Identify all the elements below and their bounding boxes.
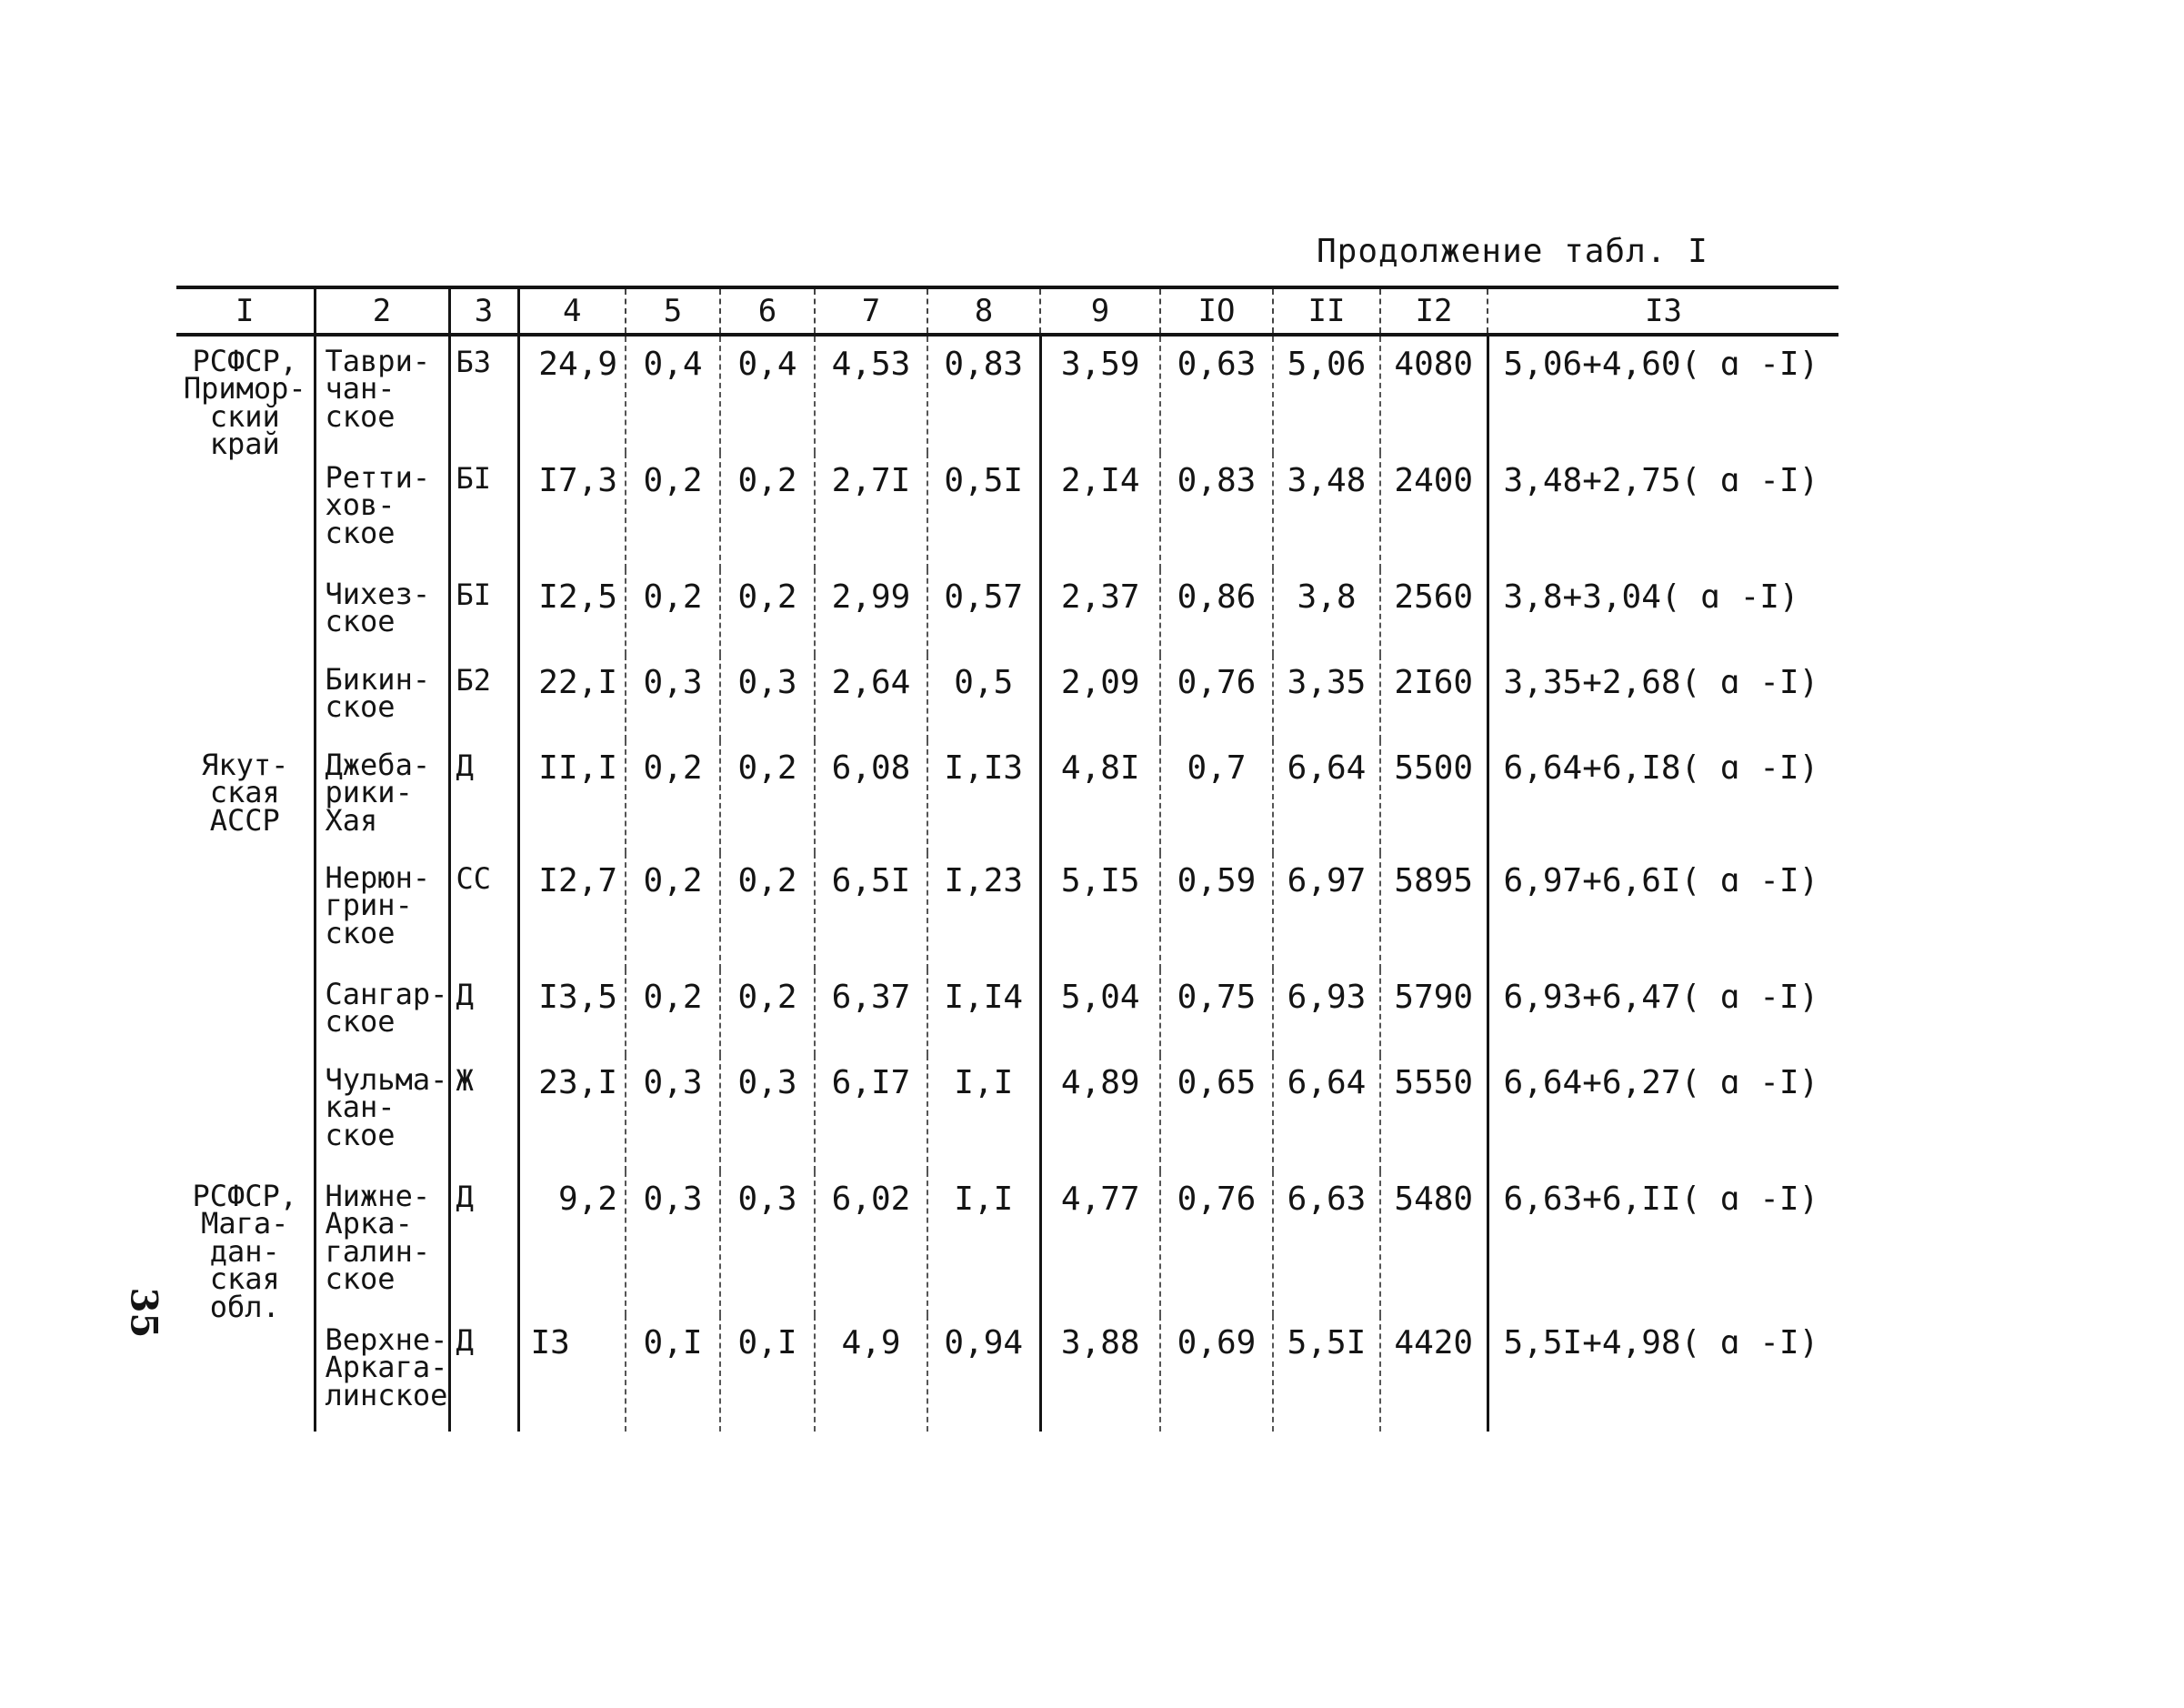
column-header: 6 bbox=[720, 287, 815, 335]
table-row bbox=[176, 655, 1838, 740]
value-cell: 0,94 bbox=[927, 1315, 1040, 1432]
value-cell: 0,69 bbox=[1160, 1315, 1273, 1432]
deposit-name-cell: Верхне- Аркага- линское bbox=[315, 1315, 449, 1432]
value-cell: 6,97 bbox=[1273, 853, 1380, 970]
value-cell: 0,2 bbox=[626, 453, 720, 569]
column-header: I2 bbox=[1380, 287, 1488, 335]
value-cell: 2,I4 bbox=[1040, 453, 1160, 569]
value-cell: 3,59 bbox=[1040, 335, 1160, 453]
formula-cell: 3,8+3,04( ɑ -I) bbox=[1488, 569, 1838, 655]
column-header: 4 bbox=[518, 287, 626, 335]
value-cell: 2,09 bbox=[1040, 655, 1160, 740]
value-cell: 5550 bbox=[1380, 1055, 1488, 1171]
table-row bbox=[176, 453, 1838, 569]
value-cell: 0,57 bbox=[927, 569, 1040, 655]
value-cell: 6,5I bbox=[815, 853, 927, 970]
value-cell: 0,2 bbox=[626, 740, 720, 853]
value-cell: 0,65 bbox=[1160, 1055, 1273, 1171]
value-cell: I,I bbox=[927, 1171, 1040, 1315]
value-cell: 0,2 bbox=[720, 970, 815, 1055]
value-cell: 5,5I bbox=[1273, 1315, 1380, 1432]
value-cell: 0,86 bbox=[1160, 569, 1273, 655]
column-header: I bbox=[176, 287, 315, 335]
value-cell: 6,37 bbox=[815, 970, 927, 1055]
value-cell: 6,I7 bbox=[815, 1055, 927, 1171]
value-cell: 0,76 bbox=[1160, 655, 1273, 740]
deposit-name-cell: Бикин- ское bbox=[315, 655, 449, 740]
table-row bbox=[176, 1315, 1838, 1432]
value-cell: 0,3 bbox=[626, 655, 720, 740]
data-table bbox=[176, 286, 1838, 1432]
value-cell: 0,I bbox=[626, 1315, 720, 1432]
value-cell: 6,63 bbox=[1273, 1171, 1380, 1315]
value-cell: 0,3 bbox=[626, 1055, 720, 1171]
value-cell: I7,3 bbox=[518, 453, 626, 569]
grade-cell: БI bbox=[449, 569, 518, 655]
value-cell: 2,37 bbox=[1040, 569, 1160, 655]
value-cell: 0,4 bbox=[720, 335, 815, 453]
value-cell: 0,59 bbox=[1160, 853, 1273, 970]
value-cell: I3,5 bbox=[518, 970, 626, 1055]
region-cell: РСФСР, Мага- дан- ская обл. bbox=[192, 1179, 298, 1324]
value-cell: 4,53 bbox=[815, 335, 927, 453]
formula-cell: 6,64+6,27( ɑ -I) bbox=[1488, 1055, 1838, 1171]
value-cell: 0,2 bbox=[720, 453, 815, 569]
value-cell: 3,35 bbox=[1273, 655, 1380, 740]
table-row bbox=[176, 1171, 1838, 1315]
value-cell: 0,3 bbox=[626, 1171, 720, 1315]
grade-cell: Б3 bbox=[449, 335, 518, 453]
column-header: 9 bbox=[1040, 287, 1160, 335]
value-cell: 4,9 bbox=[815, 1315, 927, 1432]
value-cell: 0,2 bbox=[626, 853, 720, 970]
column-header: 7 bbox=[815, 287, 927, 335]
table-row bbox=[176, 970, 1838, 1055]
value-cell: 0,3 bbox=[720, 655, 815, 740]
value-cell: 9,2 bbox=[518, 1171, 626, 1315]
value-cell: 0,7 bbox=[1160, 740, 1273, 853]
value-cell: I2,5 bbox=[518, 569, 626, 655]
value-cell: 5895 bbox=[1380, 853, 1488, 970]
table-row bbox=[176, 1055, 1838, 1171]
table-continuation-label: Продолжение табл. I bbox=[1317, 233, 1708, 270]
value-cell: 0,5I bbox=[927, 453, 1040, 569]
formula-cell: 3,35+2,68( ɑ -I) bbox=[1488, 655, 1838, 740]
value-cell: 2,99 bbox=[815, 569, 927, 655]
page-number: 35 bbox=[122, 1287, 165, 1339]
value-cell: 0,83 bbox=[927, 335, 1040, 453]
deposit-name-cell: Ретти- хов- ское bbox=[315, 453, 449, 569]
table-row bbox=[176, 335, 1838, 453]
column-header: IO bbox=[1160, 287, 1273, 335]
column-header: 2 bbox=[315, 287, 449, 335]
value-cell: II,I bbox=[518, 740, 626, 853]
value-cell: 0,2 bbox=[720, 853, 815, 970]
value-cell: 2400 bbox=[1380, 453, 1488, 569]
value-cell: 0,3 bbox=[720, 1171, 815, 1315]
value-cell: 0,2 bbox=[720, 740, 815, 853]
deposit-name-cell: Нерюн- грин- ское bbox=[315, 853, 449, 970]
column-header: 8 bbox=[927, 287, 1040, 335]
value-cell: 2560 bbox=[1380, 569, 1488, 655]
value-cell: 5,I5 bbox=[1040, 853, 1160, 970]
grade-cell: Д bbox=[449, 1171, 518, 1315]
value-cell: 0,4 bbox=[626, 335, 720, 453]
value-cell: I3 bbox=[518, 1315, 626, 1432]
value-cell: 3,8 bbox=[1273, 569, 1380, 655]
value-cell: 6,08 bbox=[815, 740, 927, 853]
value-cell: I,I4 bbox=[927, 970, 1040, 1055]
value-cell: 24,9 bbox=[518, 335, 626, 453]
formula-cell: 5,5I+4,98( ɑ -I) bbox=[1488, 1315, 1838, 1432]
deposit-name-cell: Джеба- рики- Хая bbox=[315, 740, 449, 853]
column-header: II bbox=[1273, 287, 1380, 335]
deposit-name-cell: Нижне- Арка- галин- ское bbox=[315, 1171, 449, 1315]
value-cell: 0,63 bbox=[1160, 335, 1273, 453]
value-cell: 5500 bbox=[1380, 740, 1488, 853]
value-cell: 23,I bbox=[518, 1055, 626, 1171]
value-cell: 0,5 bbox=[927, 655, 1040, 740]
value-cell: 2I60 bbox=[1380, 655, 1488, 740]
deposit-name-cell: Таври- чан- ское bbox=[315, 335, 449, 453]
grade-cell: Д bbox=[449, 740, 518, 853]
value-cell: 0,2 bbox=[626, 970, 720, 1055]
value-cell: 0,2 bbox=[720, 569, 815, 655]
value-cell: 0,I bbox=[720, 1315, 815, 1432]
grade-cell: Д bbox=[449, 1315, 518, 1432]
grade-cell: Ж bbox=[449, 1055, 518, 1171]
value-cell: I,23 bbox=[927, 853, 1040, 970]
value-cell: 6,64 bbox=[1273, 740, 1380, 853]
table-row bbox=[176, 853, 1838, 970]
value-cell: 2,64 bbox=[815, 655, 927, 740]
header-row bbox=[176, 287, 1838, 335]
value-cell: 3,48 bbox=[1273, 453, 1380, 569]
value-cell: 4420 bbox=[1380, 1315, 1488, 1432]
grade-cell: Д bbox=[449, 970, 518, 1055]
value-cell: I,I3 bbox=[927, 740, 1040, 853]
formula-cell: 3,48+2,75( ɑ -I) bbox=[1488, 453, 1838, 569]
value-cell: 5790 bbox=[1380, 970, 1488, 1055]
deposit-name-cell: Чульма- кан- ское bbox=[315, 1055, 449, 1171]
column-header: 5 bbox=[626, 287, 720, 335]
value-cell: 4,77 bbox=[1040, 1171, 1160, 1315]
column-header: I3 bbox=[1488, 287, 1838, 335]
value-cell: 6,64 bbox=[1273, 1055, 1380, 1171]
value-cell: 5,04 bbox=[1040, 970, 1160, 1055]
deposit-name-cell: Сангар- ское bbox=[315, 970, 449, 1055]
value-cell: 4,8I bbox=[1040, 740, 1160, 853]
value-cell: 0,3 bbox=[720, 1055, 815, 1171]
value-cell: 4080 bbox=[1380, 335, 1488, 453]
column-header: 3 bbox=[449, 287, 518, 335]
grade-cell: БI bbox=[449, 453, 518, 569]
formula-cell: 6,63+6,II( ɑ -I) bbox=[1488, 1171, 1838, 1315]
grade-cell: Б2 bbox=[449, 655, 518, 740]
value-cell: I2,7 bbox=[518, 853, 626, 970]
value-cell: 6,02 bbox=[815, 1171, 927, 1315]
grade-cell: СС bbox=[449, 853, 518, 970]
value-cell: 5,06 bbox=[1273, 335, 1380, 453]
formula-cell: 6,93+6,47( ɑ -I) bbox=[1488, 970, 1838, 1055]
value-cell: 0,2 bbox=[626, 569, 720, 655]
deposit-name-cell: Чихез- ское bbox=[315, 569, 449, 655]
value-cell: 22,I bbox=[518, 655, 626, 740]
value-cell: 6,93 bbox=[1273, 970, 1380, 1055]
value-cell: 0,75 bbox=[1160, 970, 1273, 1055]
value-cell: 2,7I bbox=[815, 453, 927, 569]
region-cell: РСФСР, Примор- ский край bbox=[183, 344, 306, 462]
formula-cell: 5,06+4,60( ɑ -I) bbox=[1488, 335, 1838, 453]
table-row bbox=[176, 569, 1838, 655]
value-cell: 0,83 bbox=[1160, 453, 1273, 569]
value-cell: 0,76 bbox=[1160, 1171, 1273, 1315]
value-cell: 5480 bbox=[1380, 1171, 1488, 1315]
value-cell: 4,89 bbox=[1040, 1055, 1160, 1171]
value-cell: I,I bbox=[927, 1055, 1040, 1171]
formula-cell: 6,97+6,6I( ɑ -I) bbox=[1488, 853, 1838, 970]
table-row bbox=[176, 740, 1838, 853]
formula-cell: 6,64+6,I8( ɑ -I) bbox=[1488, 740, 1838, 853]
region-cell: Якут- ская АССР bbox=[201, 748, 289, 838]
value-cell: 3,88 bbox=[1040, 1315, 1160, 1432]
